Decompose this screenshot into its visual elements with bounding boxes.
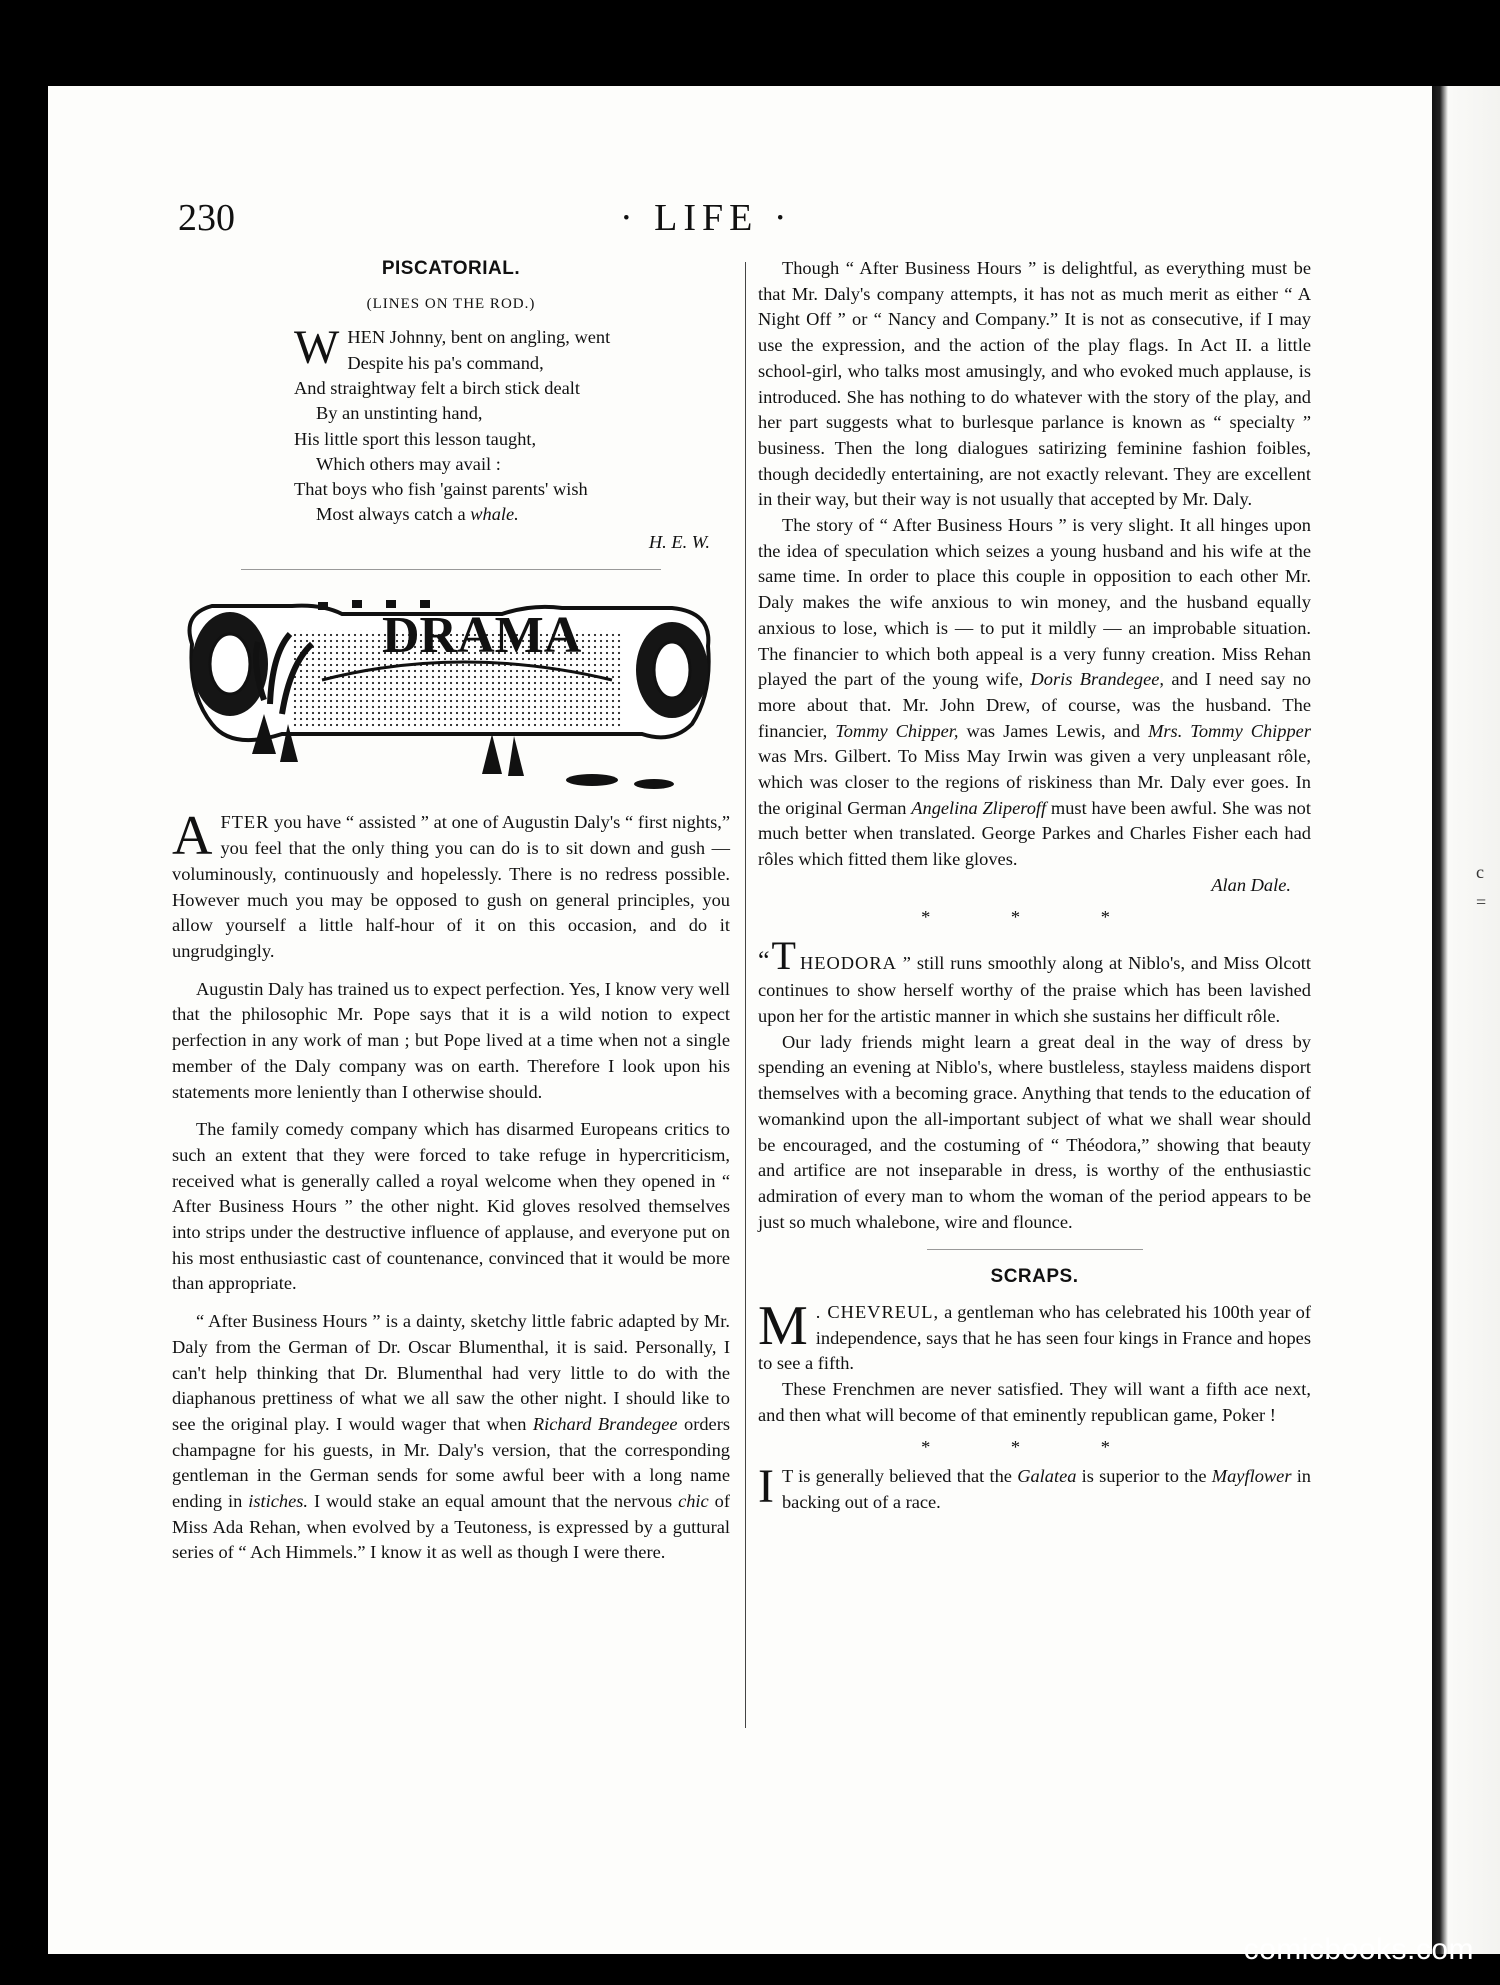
paragraph-text: a gentleman who has celebrated his 100th year of independence, says that he has seen four kings in France and hopes to see a fifth. — [758, 1302, 1312, 1374]
right-column — [758, 256, 1311, 1516]
paragraph-text: I would stake an equal amount that the nervous — [308, 1491, 679, 1512]
section-stars: * * * — [921, 906, 1148, 927]
poem-line: By an unstinting hand, — [316, 403, 483, 424]
scraps-title: SCRAPS. — [990, 1266, 1079, 1288]
poem-line: Despite his pa's command, — [347, 352, 544, 373]
drama-banner-text: DRAMA — [382, 607, 582, 665]
paragraph-text: was James Lewis, and — [958, 720, 1149, 741]
drama-paragraph: Augustin Daly has trained us to expect perfection. Yes, I know very well that the philosophic Mr. Pope says that it is a wild notion to expect perfection in any work of man ; but Pope lived at a time when not a single member of the Daly company was on earth. Therefore I look upon his statements more leniently than I otherwise should. — [172, 978, 730, 1102]
edge-mark: c — [1476, 862, 1484, 882]
drama-paragraph — [758, 513, 1311, 873]
poem-line: Which others may avail : — [316, 453, 501, 474]
paragraph-text: The story of “ After Business Hours ” is very slight. It all hinges upon the idea of speculation which seizes a young husband and his wife at the same time. In order to place this couple in opposition to each other Mr. Daly makes the wife anxious to win money, and the husband equally anxious to lose, which is — to put it mildly — an improbable situation. The financier to which both appeal is a very funny creation. Miss Rehan played the part of the young wife, — [758, 515, 1311, 690]
drama-paragraph: Our lady friends might learn a great deal in the way of dress by spending an evening at Niblo's, where bustleless, stayless maidens disport themselves with a becoming grace. Anything that tends to the education of womankind upon the all-important subject of what we shall wear should be encouraged, and the costuming of “ Théodora,” showing that beauty and artifice are not inseparable in dress, is worthy of the enthusiastic admiration of every man to whom the woman of the period appears to be just so much whalebone, wire and flounce. — [758, 1031, 1311, 1232]
page-number: 230 — [178, 197, 235, 239]
paragraph-text: orders champagne for his guests, in Mr. Daly's version, that the corresponding gentleman in the German sends for some awful beer with a long name ending in — [172, 1413, 730, 1512]
lead-word: . CHEVREUL, — [815, 1302, 940, 1323]
poem-line-text: Most always catch a — [316, 504, 471, 525]
dropcap: I — [758, 1460, 774, 1514]
paragraph-text: is superior to the — [1076, 1466, 1212, 1487]
column-rule — [745, 262, 746, 1728]
italic-name: Mrs. Tommy Chipper — [1148, 720, 1312, 741]
left-column — [172, 256, 730, 1566]
italic-word: chic — [678, 1491, 709, 1512]
drama-banner-illustration — [172, 584, 730, 796]
paragraph-text: and I need say no more about that. Mr. John Drew, of course, was the husband. The financier, — [758, 669, 1311, 741]
poem-signature: H. E. W. — [648, 531, 710, 552]
scraps-paragraph — [758, 1460, 1312, 1515]
italic-name: Tommy Chipper, — [835, 720, 959, 741]
drama-paragraph: Though “ After Business Hours ” is delightful, as everything must be that Mr. Daly's company attempts, it has not as much merit as either “ A Night Off ” or “ Nancy and Company.” It is not as consecutive, if I may use the expression, and the action of the play flags. In Act II. a little school-girl, who talks most amusingly, and who evoked much applause, is introduced. She has nothing to do whatever with the story of the play, and her part suggests what to burlesque parlance is known as “ specialty ” business. Then the long dialogues satirizing feminine fashion foibles, though decidedly entertaining, are not exactly relevant. They are excellent in their way, but their way is not usually that accepted by Mr. Daly. — [758, 258, 1311, 510]
poem-last-word: whale. — [470, 504, 519, 525]
italic-name: Richard Brandegee — [532, 1413, 678, 1434]
paragraph-text: ” still runs smoothly along at Niblo's, and Miss Olcott continues to show herself worthy of the praise which has been lavished upon her for the artistic manner in which she sustains her difficult rôle. — [758, 953, 1311, 1026]
italic-name: Doris Brandegee, — [1030, 669, 1164, 690]
poem-line: That boys who fish 'gainst parents' wish — [294, 479, 588, 500]
paragraph-text: T is generally believed that the — [781, 1466, 1018, 1487]
italic-name: Galatea — [1017, 1466, 1077, 1487]
scraps-paragraph — [758, 1295, 1312, 1377]
poem-line — [294, 502, 730, 527]
paragraph-text: you have “ assisted ” at one of Augustin Daly's “ first nights,” you feel that the only thing you can do is to sit down and gush — voluminously, continuously and hopelessly. There is no redress possible. However much you may be opposed to gush on general principles, you allow yourself a little half-hour of it on this occasion, and do it ungrudgingly. — [172, 812, 730, 961]
watermark: comicbooks.com — [1243, 1933, 1474, 1966]
edge-mark: = — [1476, 892, 1487, 912]
divider — [241, 569, 661, 570]
drama-paragraph — [172, 805, 730, 964]
poem-line: And straightway felt a birch stick dealt — [294, 378, 580, 398]
poem-line: HEN Johnny, bent on angling, went — [347, 327, 611, 348]
dropcap: T — [771, 933, 796, 979]
piscatorial-title: PISCATORIAL. — [381, 258, 521, 279]
drama-paragraph — [172, 1309, 730, 1566]
section-stars: * * * — [921, 1436, 1148, 1457]
italic-name: Angelina Zliperoff — [911, 797, 1047, 818]
next-page-edge — [1432, 86, 1500, 1954]
dropcap: A — [172, 805, 213, 868]
dropcap: M — [758, 1295, 808, 1358]
piscatorial-subtitle: (LINES ON THE ROD.) — [366, 295, 536, 312]
divider — [927, 1249, 1143, 1250]
piscatorial-poem — [294, 321, 730, 527]
poem-dropcap: W — [294, 321, 340, 375]
paragraph-text: of Miss Ada Rehan, when evolved by a Teutoness, is expressed by a guttural series of “ Ach Himmels.” I know it as well as though I were there. — [172, 1491, 730, 1563]
drama-paragraph — [758, 934, 1311, 1029]
masthead: · LIFE · — [620, 197, 793, 239]
lead-word: HEODORA — [799, 953, 897, 974]
italic-name: Mayflower — [1211, 1466, 1292, 1487]
italic-word: istiches. — [248, 1491, 309, 1512]
lead-word: FTER — [220, 812, 270, 833]
paragraph-text: was Mrs. Gilbert. To Miss May Irwin was given a very unpleasant rôle, which was closer to the regions of riskiness than Mr. Daly ever goes. In the original German — [758, 746, 1311, 818]
scraps-paragraph: These Frenchmen are never satisfied. They will want a fifth ace next, and then what will become of that eminently republican game, Poker ! — [758, 1379, 1311, 1425]
poem-line: His little sport this lesson taught, — [294, 428, 537, 449]
drama-signature: Alan Dale. — [1211, 874, 1291, 895]
paragraph-text: “ After Business Hours ” is a dainty, sketchy little fabric adapted by Mr. Daly from the German of Dr. Oscar Blumenthal, it is said. Personally, I can't help thinking that Dr. Blumenthal had very little to do with the diaphanous prettiness of what we all saw the other night. I should like to see the original play. I would wager that when — [172, 1311, 730, 1434]
open-quote: “ — [758, 946, 770, 976]
drama-paragraph: The family comedy company which has disarmed Europeans critics to such an extent that they were forced to take refuge in hypercriticism, received what is generally called a royal welcome when they opened in “ After Business Hours ” the other night. Kid gloves resolved themselves into strips under the destructive influence of applause, and everyone put on his most enthusiastic cast of countenance, convinced that it would be more than appropriate. — [172, 1119, 730, 1294]
paragraph-text: must have been awful. She was not much better when translated. George Parkes and Charles Fisher each had rôles which fitted them like gloves. — [758, 797, 1311, 870]
paragraph-text: in backing out of a race. — [781, 1466, 1312, 1512]
